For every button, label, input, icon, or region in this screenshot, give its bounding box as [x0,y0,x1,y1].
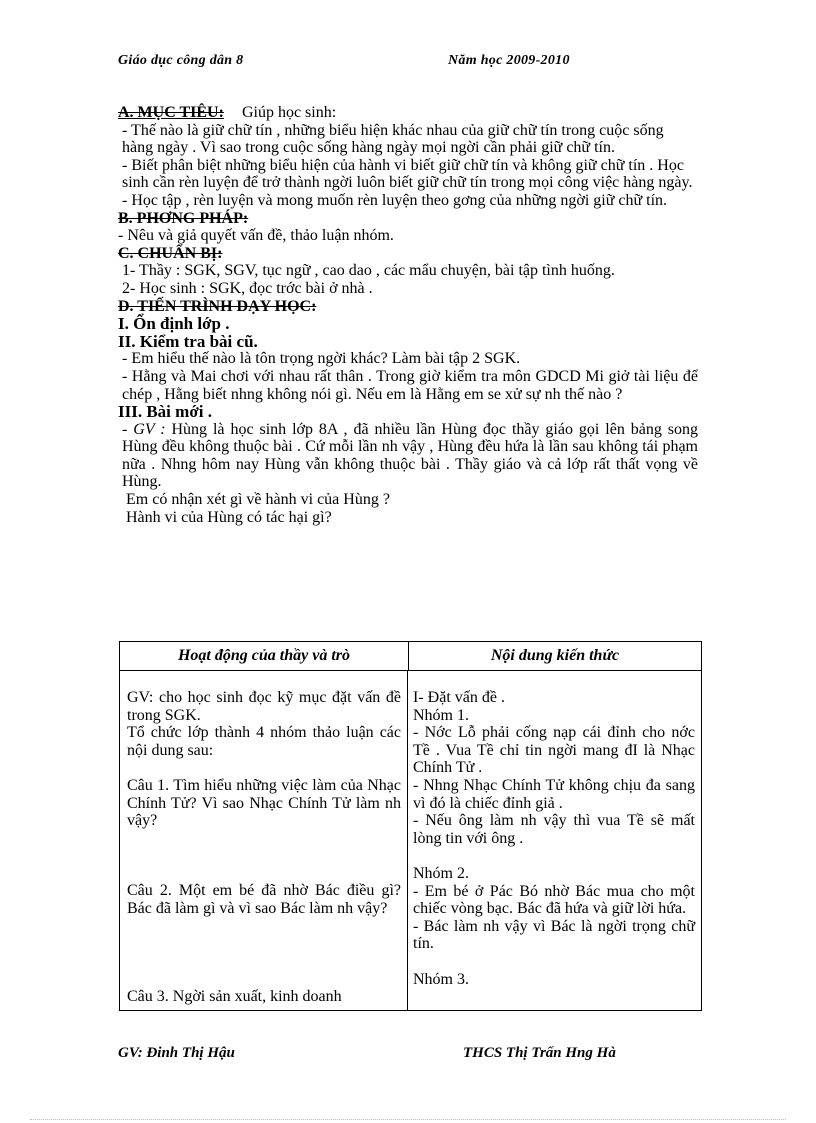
activity-paragraph: Câu 2. Một em bé đã nhờ Bác điều gì? Bác đã làm gì và vì sao Bác làm nh vậy? [127,882,401,917]
activities-cell [120,671,408,1011]
header-school-year: Năm học 2009-2010 [448,53,570,68]
content-paragraph: I- Đặt vấn đề . [413,689,505,706]
review-question: - Em hiểu thế nào là tôn trọng ngời khác? Làm bài tập 2 SGK. [122,350,521,368]
lesson-body [118,104,698,526]
section-b-heading: B. PHƠNG PHÁP: [118,209,249,227]
content-paragraph: Nhóm 1. [413,706,469,724]
section-a-line [118,104,698,122]
objective-item: - Học tập , rèn luyện và mong muốn rèn luyện theo gơng của những ngời giữ chữ tín. [122,191,668,209]
content-cell [408,671,701,1011]
section-a-intro: Giúp học sinh: [241,104,337,121]
discussion-question: Em có nhận xét gì về hành vi của Hùng ? [126,491,390,509]
col-header-content: Nội dung kiến thức [490,647,620,665]
gv-label: GV : [133,420,166,438]
content-paragraph: - Nếu ông làm nh vậy thì vua Tề sẽ mất lòng tin với ông . [413,812,695,847]
review-question: - Hằng và Mai chơi với nhau rất thân . Trong giờ kiểm tra môn GDCD Mi giở tài liệu để chép , Hằng biết nhng không nói gì. Nếu em là Hằng em se xử sự nh thế nào ? [122,367,698,403]
section-b-text: - Nêu và giả quyết vấn đề, thảo luận nhóm. [118,227,394,245]
activity-paragraph: Câu 3. Ngời sản xuất, kinh doanh [127,987,342,1005]
header-subject: Giáo dục công dân 8 [118,53,244,68]
objective-item: - Biết phân biệt những biểu hiện của hành vi biết giữ chữ tín và không giữ chữ tín . Học sinh cần rèn luyện để trở thành ngời luôn biết giữ chữ tín trong mọi công việc hàng ngày. [122,156,693,192]
content-paragraph: - Nớc Lỗ phải cống nạp cái đỉnh cho nớc Tề . Vua Tề chỉ tin ngời mang đI là Nhạc Chính Tử . [413,724,695,777]
part-2-title: II. Kiểm tra bài cũ. [118,331,258,351]
part-1-title: I. Ổn định lớp . [118,314,230,334]
table-row [120,671,701,1011]
discussion-question: Hành vi của Hùng có tác hại gì? [126,508,332,526]
content-paragraph: - Bác làm nh vậy vì Bác là ngời trọng chữ tín. [413,917,695,953]
content-paragraph: Nhóm 2. [413,864,469,882]
footer-teacher: GV: Đinh Thị Hậu [118,1045,235,1061]
part-3-title: III. Bài mới . [118,402,212,422]
col-header-activities: Hoạt động của thầy và trò [120,642,409,670]
activity-paragraph: Câu 1. Tìm hiểu những việc làm của Nhạc Chính Tử? Vì sao Nhạc Chính Tử làm nh vậy? [127,776,401,830]
content-paragraph: - Em bé ở Pác Bó nhờ Bác mua cho một chiếc vòng bạc. Bác đã hứa và giữ lời hứa. [413,882,695,918]
content-paragraph: Nhóm 3. [413,970,469,988]
gv-text: Hùng là học sinh lớp 8A , đã nhiều lần Hùng đọc thầy giáo gọi lên bảng song Hùng đều không thuộc bài . Cứ mỗi lần nh vậy , Hùng đều hứa là lần sau không tái phạm nữa . Nhng hôm nay Hùng vẫn không thuộc bài . Thầy giáo và cả lớp rất thất vọng về Hùng. [122,420,699,491]
table-header-row [120,642,701,671]
objective-item: - Thế nào là giữ chữ tín , những biểu hiện khác nhau của giữ chữ tín trong cuộc sống hàng ngày . Vì sao trong cuộc sống hàng ngày mọi ngời cần phải giữ chữ tín. [122,121,664,157]
section-a-heading: A. MỤC TIÊU: [118,104,224,121]
footer-school: THCS Thị Trấn Hng Hà [463,1045,616,1061]
activity-paragraph: GV: cho học sinh đọc kỹ mục đặt vấn đề trong SGK. [127,689,401,724]
preparation-item: 1- Thầy : SGK, SGV, tục ngữ , cao dao , các mẩu chuyện, bài tập tình huống. [122,262,615,280]
preparation-item: 2- Học sinh : SGK, đọc trớc bài ở nhà . [122,279,373,297]
page-bottom-divider [30,1119,786,1120]
gv-intro: - GV : Hùng là học sinh lớp 8A , đã nhiều lần Hùng đọc thầy giáo gọi lên bảng song Hùng đều không thuộc bài . Cứ mỗi lần nh vậy , Hùng đều hứa là lần sau không tái phạm nữa . Nhng hôm nay Hùng vẫn không thuộc bài . Thầy giáo và cả lớp rất thất vọng về Hùng. [122,420,699,491]
activity-paragraph: Tổ chức lớp thành 4 nhóm thảo luận các nội dung sau: [127,724,401,759]
activity-table [119,641,702,1011]
content-paragraph: - Nhng Nhạc Chính Tử không chịu đa sang vì đó là chiếc đỉnh giả . [413,776,695,812]
section-d-heading: D. TIẾN TRÌNH DẠY HỌC: [118,297,317,315]
section-c-heading: C. CHUẨN BỊ: [118,244,223,262]
